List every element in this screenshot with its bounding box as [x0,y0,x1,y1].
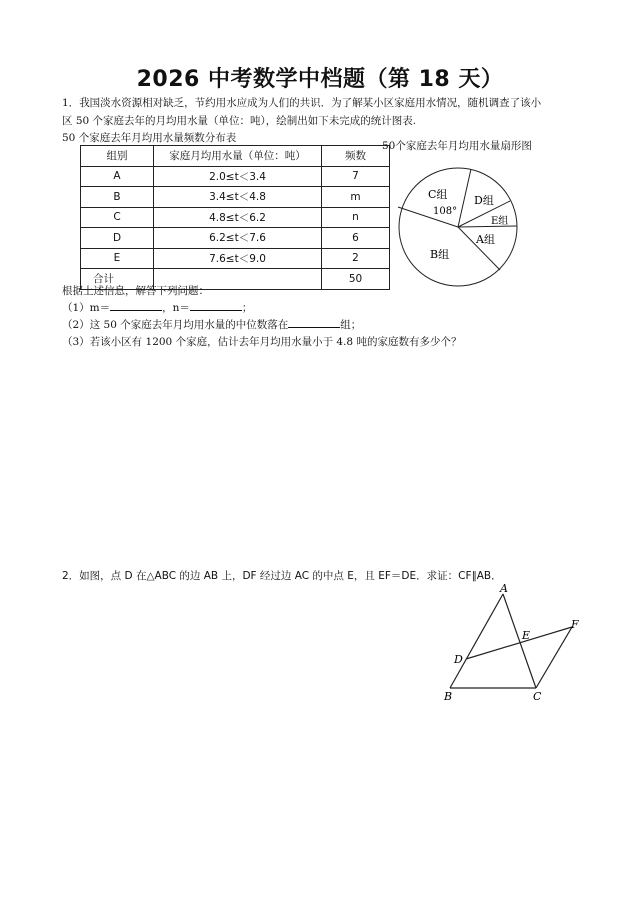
pie-line-cd [458,169,471,227]
pie-label-a: A组 [476,233,495,246]
prompt: 根据上述信息，解答下列问题： [62,285,209,297]
answer-blank-m[interactable] [110,299,162,311]
label-d: D [454,653,463,666]
table-row [81,248,390,269]
geometry-figure [440,582,590,707]
table-cell: 频数 [322,146,390,167]
table-cell: E [81,248,154,269]
table-row [81,228,390,249]
frequency-table [80,145,390,290]
sub1-text-a: （1）m＝ [62,302,111,314]
table-cell: 3.4≤t＜4.8 [154,187,322,208]
table-cell: 50 [322,269,390,290]
sub-question-3: （3）若该小区有 1200 个家庭，估计去年月均用水量小于 4.8 吨的家庭数有多少个？ [62,336,462,348]
label-b: B [444,690,453,703]
table-cell: 4.8≤t＜6.2 [154,207,322,228]
sub1-text-c: ； [241,302,253,314]
table-cell: 家庭月均用水量（单位：吨） [154,146,322,167]
table-cell: 2 [322,248,390,269]
pie-label-d: D组 [474,194,494,207]
table-row [81,187,390,208]
pie-label-e: E组 [491,216,509,227]
pie-label-b: B组 [430,248,450,261]
question-1-intro [62,94,622,130]
sub-question-2 [62,316,361,334]
intro-line-2: 区 50 个家庭去年的月均用水量（单位：吨），绘制出如下未完成的统计图表. [62,115,417,127]
sub-question-1 [62,299,252,317]
segment-ac [503,594,536,688]
pie-label-c: C组 [428,188,448,201]
sub2-text-b: 组； [340,319,362,331]
question-number: 1． [62,97,80,109]
label-a: A [500,582,508,595]
answer-blank-median[interactable] [288,316,340,328]
pie-caption: 50个家庭去年月均用水量扇形图 [382,140,532,152]
label-c: C [533,690,542,703]
pie-label-c-angle: 108° [433,206,458,217]
table-cell: 合计 [81,269,154,290]
table-caption: 50 个家庭去年月均用水量频数分布表 [62,132,237,144]
table-cell: C [81,207,154,228]
sub2-text-a: （2）这 50 个家庭去年月均用水量的中位数落在 [62,319,289,331]
label-f: F [571,618,579,631]
table-cell: B [81,187,154,208]
table-row [81,207,390,228]
page-title: 2026 中考数学中档题（第 18 天） [136,67,504,92]
table-cell: 6 [322,228,390,249]
sub1-text-b: ，n＝ [162,302,190,314]
table-cell: 组别 [81,146,154,167]
table-cell: 7 [322,166,390,187]
intro-line-1: 我国淡水资源相对缺乏，节约用水应成为人们的共识．为了解某小区家庭用水情况，随机调查了该小 [79,97,542,109]
table-cell: A [81,166,154,187]
question-2-text: 2．如图，点 D 在△ABC 的边 AB 上，DF 经过边 AC 的中点 E，且 EF＝DE．求证：CF∥AB． [62,570,502,582]
answer-blank-n[interactable] [190,299,242,311]
table-row [81,166,390,187]
table-header-row [81,146,390,167]
table-cell: D [81,228,154,249]
pie-chart [390,160,530,300]
table-cell: 2.0≤t＜3.4 [154,166,322,187]
table-cell: m [322,187,390,208]
table-cell: 7.6≤t＜9.0 [154,248,322,269]
label-e: E [522,629,531,642]
segment-ab [450,594,503,688]
table-cell: 6.2≤t＜7.6 [154,228,322,249]
table-cell: n [322,207,390,228]
